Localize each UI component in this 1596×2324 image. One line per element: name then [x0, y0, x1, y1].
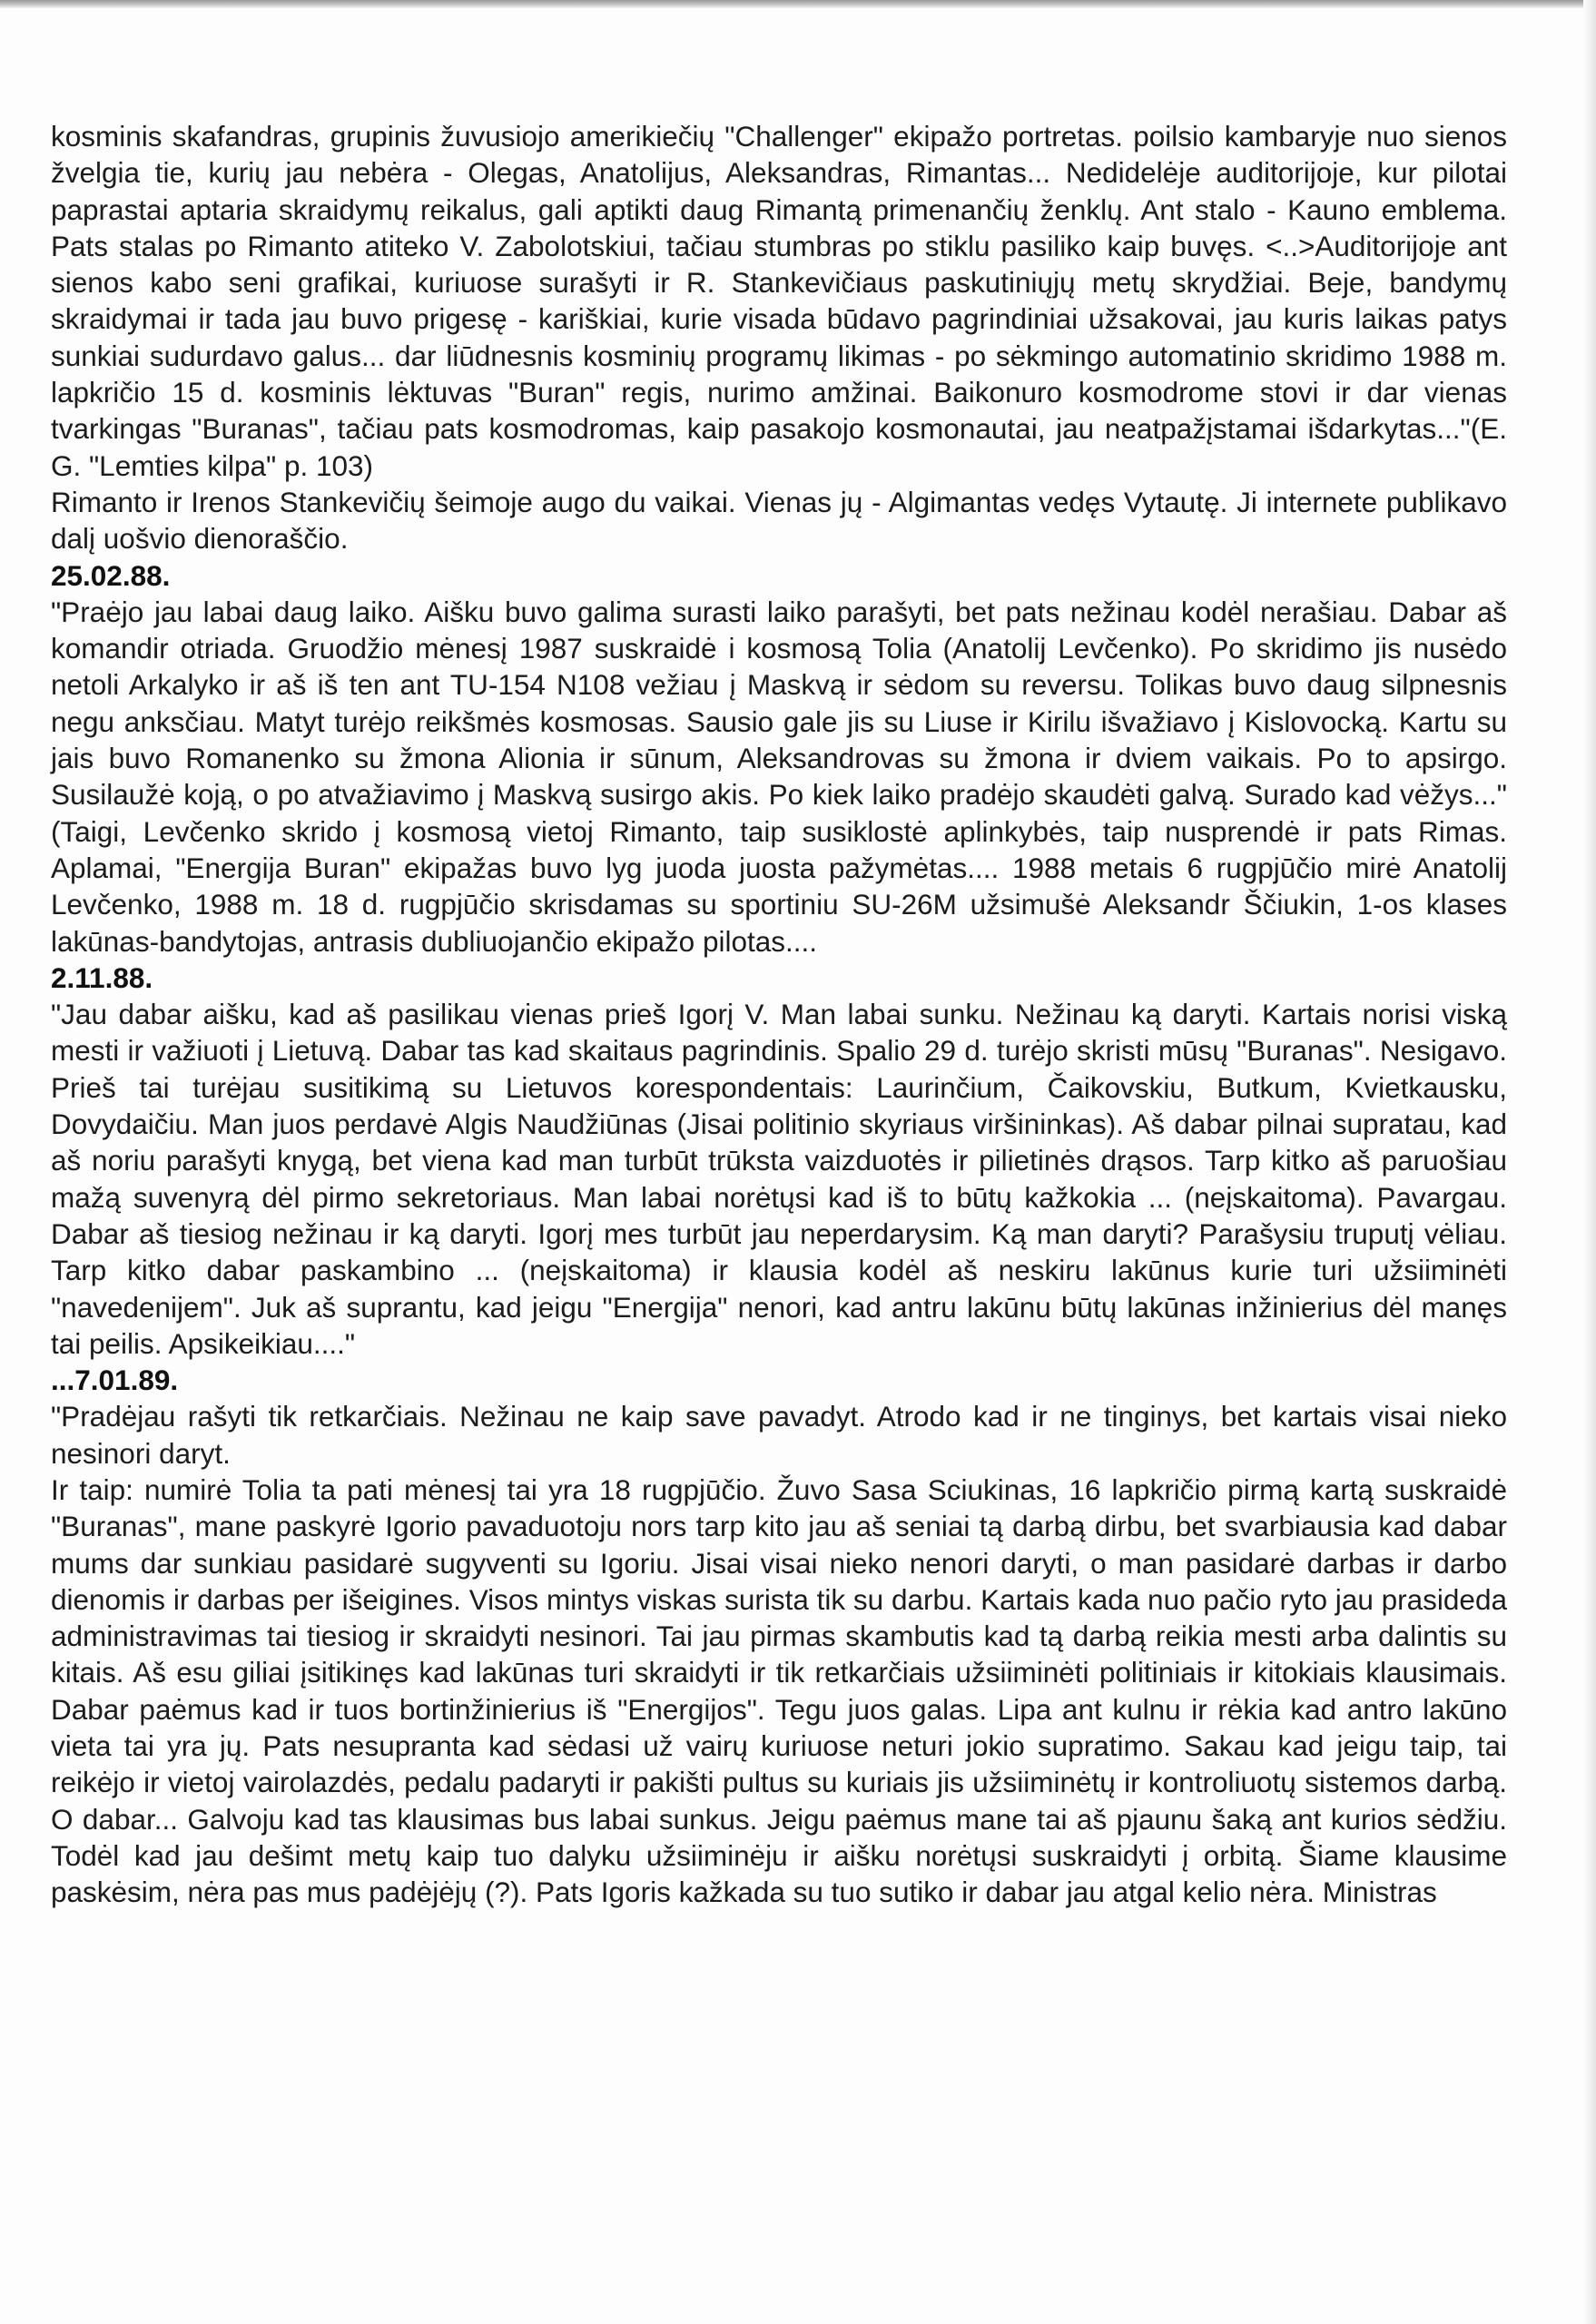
diary-entry: "Jau dabar aišku, kad aš pasilikau vienas prieš Igorį V. Man labai sunku. Nežinau ką daryti. Kartais norisi viską mesti ir važiuoti į Lietuvą. Dabar tas kad skaitaus pagrindinis. Spalio 29 d. turėjo skristi mūsų "Buranas". Nesigavo. Prieš tai turėjau susitikimą su Lietuvos korespondentais: Laurinčium, Čaikovskiu, Butkum, Kvietkausku, Dovydaičiu. Man juos perdavė Algis Naudžiūnas (Jisai politinio skyriaus viršininkas). Aš dabar pilnai supratau, kad aš noriu parašyti knygą, bet viena kad man turbūt trūksta vaizduotės ir pilietinės drąsos. Tarp kitko aš paruošiau mažą suvenyrą dėl pirmo sekretoriaus. Man labai norėtųsi kad iš to būtų kažkokia ... (neįskaitoma). Pavargau. Dabar aš tiesiog nežinau ir ką daryti. Igorį mes turbūt jau neperdarysim. Ką man daryti? Parašysiu truputį vėliau. Tarp kitko dabar paskambino ... (neįskaitoma) ir klausia kodėl aš neskiru lakūnus kurie turi užsiiminėti "navedenijem". Juk aš suprantu, kad jeigu "Energija" nenori, kad antru lakūnu būtų lakūnas inžinierius dėl manęs tai peilis. Apsikeikiau...." — [51, 998, 1507, 1360]
diary-date-heading: 2.11.88. — [51, 960, 153, 994]
paragraph-challenger-memorial: kosminis skafandras, grupinis žuvusiojo amerikiečių "Challenger" ekipažo portretas. poilsio kambaryje nuo sienos žvelgia tie, kurių jau nebėra - Olegas, Anatolijus, Aleksandras, Rimantas... Nedidelėje auditorijoje, kur pilotai paprastai aptaria skraidymų reikalus, gali aptikti daug Rimantą primenančių ženklų. Ant stalo - Kauno emblema. Pats stalas po Rimanto atiteko V. Zabolotskiui, tačiau stumbras po stiklu pasiliko kaip buvęs. <..>Auditorijoje ant sienos kabo seni grafikai, kuriuose surašyti ir R. Stankevičiaus paskutiniųjų metų skrydžiai. Beje, bandymų skraidymai ir tada jau buvo prigesę - kariškiai, kurie visada būdavo pagrindiniai užsakovai, jau kuris laikas patys sunkiai sudurdavo galus... dar liūdnesnis kosminių programų likimas - po sėkmingo automatinio skridimo 1988 m. lapkričio 15 d. kosminis lėktuvas "Buran" regis, nurimo amžinai. Baikonuro kosmodrome stovi ir dar vienas tvarkingas "Buranas", tačiau pats kosmodromas, kaip pasakojo kosmonautai, jau neatpažįstamai išdarkytas..."(E. G. "Lemties kilpa" p. 103) — [51, 120, 1507, 482]
scan-top-edge — [0, 0, 1596, 8]
diary-entry: "Pradėjau rašyti tik retkarčiais. Nežinau ne kaip save pavadyt. Atrodo kad ir ne tinginys, bet kartais visai nieko nesinori daryt. — [51, 1400, 1507, 1470]
document-body — [51, 118, 1507, 1911]
diary-date-heading: 25.02.88. — [51, 558, 171, 592]
diary-entry: "Praėjo jau labai daug laiko. Aišku buvo galima surasti laiko parašyti, bet pats nežinau kodėl nerašiau. Dabar aš komandir otriada. Gruodžio mėnesį 1987 suskraidė i kosmosą Tolia (Anatolij Levčenko). Po skridimo jis nusėdo netoli Arkalyko ir aš iš ten ant TU-154 N108 vežiau į Maskvą ir sėdom su reversu. Tolikas buvo daug silpnesnis negu anksčiau. Matyt turėjo reikšmės kosmosas. Sausio gale jis su Liuse ir Kirilu išvažiavo į Kislovocką. Kartu su jais buvo Romanenko su žmona Alionia ir sūnum, Aleksandrovas su žmona ir dviem vaikais. Po to apsirgo. Susilaužė koją, o po atvažiavimo į Maskvą susirgo akis. Po kiek laiko pradėjo skaudėti galvą. Surado kad vėžys..." (Taigi, Levčenko skrido į kosmosą vietoj Rimanto, taip susiklostė aplinkybės, taip nusprendė ir pats Rimas. Aplamai, "Energija Buran" ekipažas buvo lyg juoda juosta pažymėtas.... 1988 metais 6 rugpjūčio mirė Anatolij Levčenko, 1988 m. 18 d. rugpjūčio skrisdamas su sportiniu SU-26M užsimušė Aleksandr Ščiukin, 1-os klases lakūnas-bandytojas, antrasis dubliuojančio ekipažo pilotas.... — [51, 595, 1507, 958]
diary-entry-continued: Ir taip: numirė Tolia ta pati mėnesį tai yra 18 rugpjūčio. Žuvo Sasa Sciukinas, 16 lapkričio pirmą kartą suskraidė "Buranas", mane paskyrė Igorio pavaduotoju nors tarp kito jau aš seniai tą darbą dirbu, bet svarbiausia kad dabar mums dar sunkiau pasidarė sugyventi su Igoriu. Jisai visai nieko nenori daryti, o man pasidarė darbas ir darbo dienomis ir darbas per išeigines. Visos mintys viskas surista tik su darbu. Kartais kada nuo pačio ryto jau prasideda administravimas tai tiesiog ir skraidyti nesinori. Tai jau pirmas skambutis kad tą darbą reikia mesti arba dalintis su kitais. Aš esu giliai įsitikinęs kad lakūnas turi skraidyti ir tik retkarčiais užsiiminėti politiniais ir kitokiais klausimais. Dabar paėmus kad ir tuos bortinžinierius iš "Energijos". Tegu juos galas. Lipa ant kulnu ir rėkia kad antro lakūno vieta tai yra jų. Pats nesupranta kad sėdasi už vairų kuriuose neturi jokio supratimo. Sakau kad jeigu taip, tai reikėjo ir vietoj vairolazdės, pedalu padaryti ir pakišti pultus su kuriais jis užsiiminėtų ir kontroliuotų sistemos darbą. O dabar... Galvoju kad tas klausimas bus labai sunkus. Jeigu paėmus mane tai aš pjaunu šaką ant kurios sėdžiu. Todėl kad jau dešimt metų kaip tuo dalyku užsiiminėju ir aišku norėtųsi suskraidyti į orbitą. Šiame klausime paskėsim, nėra pas mus padėjėjų (?). Pats Igoris kažkada su tuo sutiko ir dabar jau atgal kelio nėra. Ministras — [51, 1472, 1507, 1909]
scan-right-edge — [1583, 0, 1596, 2324]
diary-date-heading: ...7.01.89. — [51, 1364, 179, 1397]
paragraph-family: Rimanto ir Irenos Stankevičių šeimoje augo du vaikai. Vienas jų - Algimantas vedęs Vytautę. Ji internete publikavo dalį uošvio dienoraščio. — [51, 485, 1507, 556]
